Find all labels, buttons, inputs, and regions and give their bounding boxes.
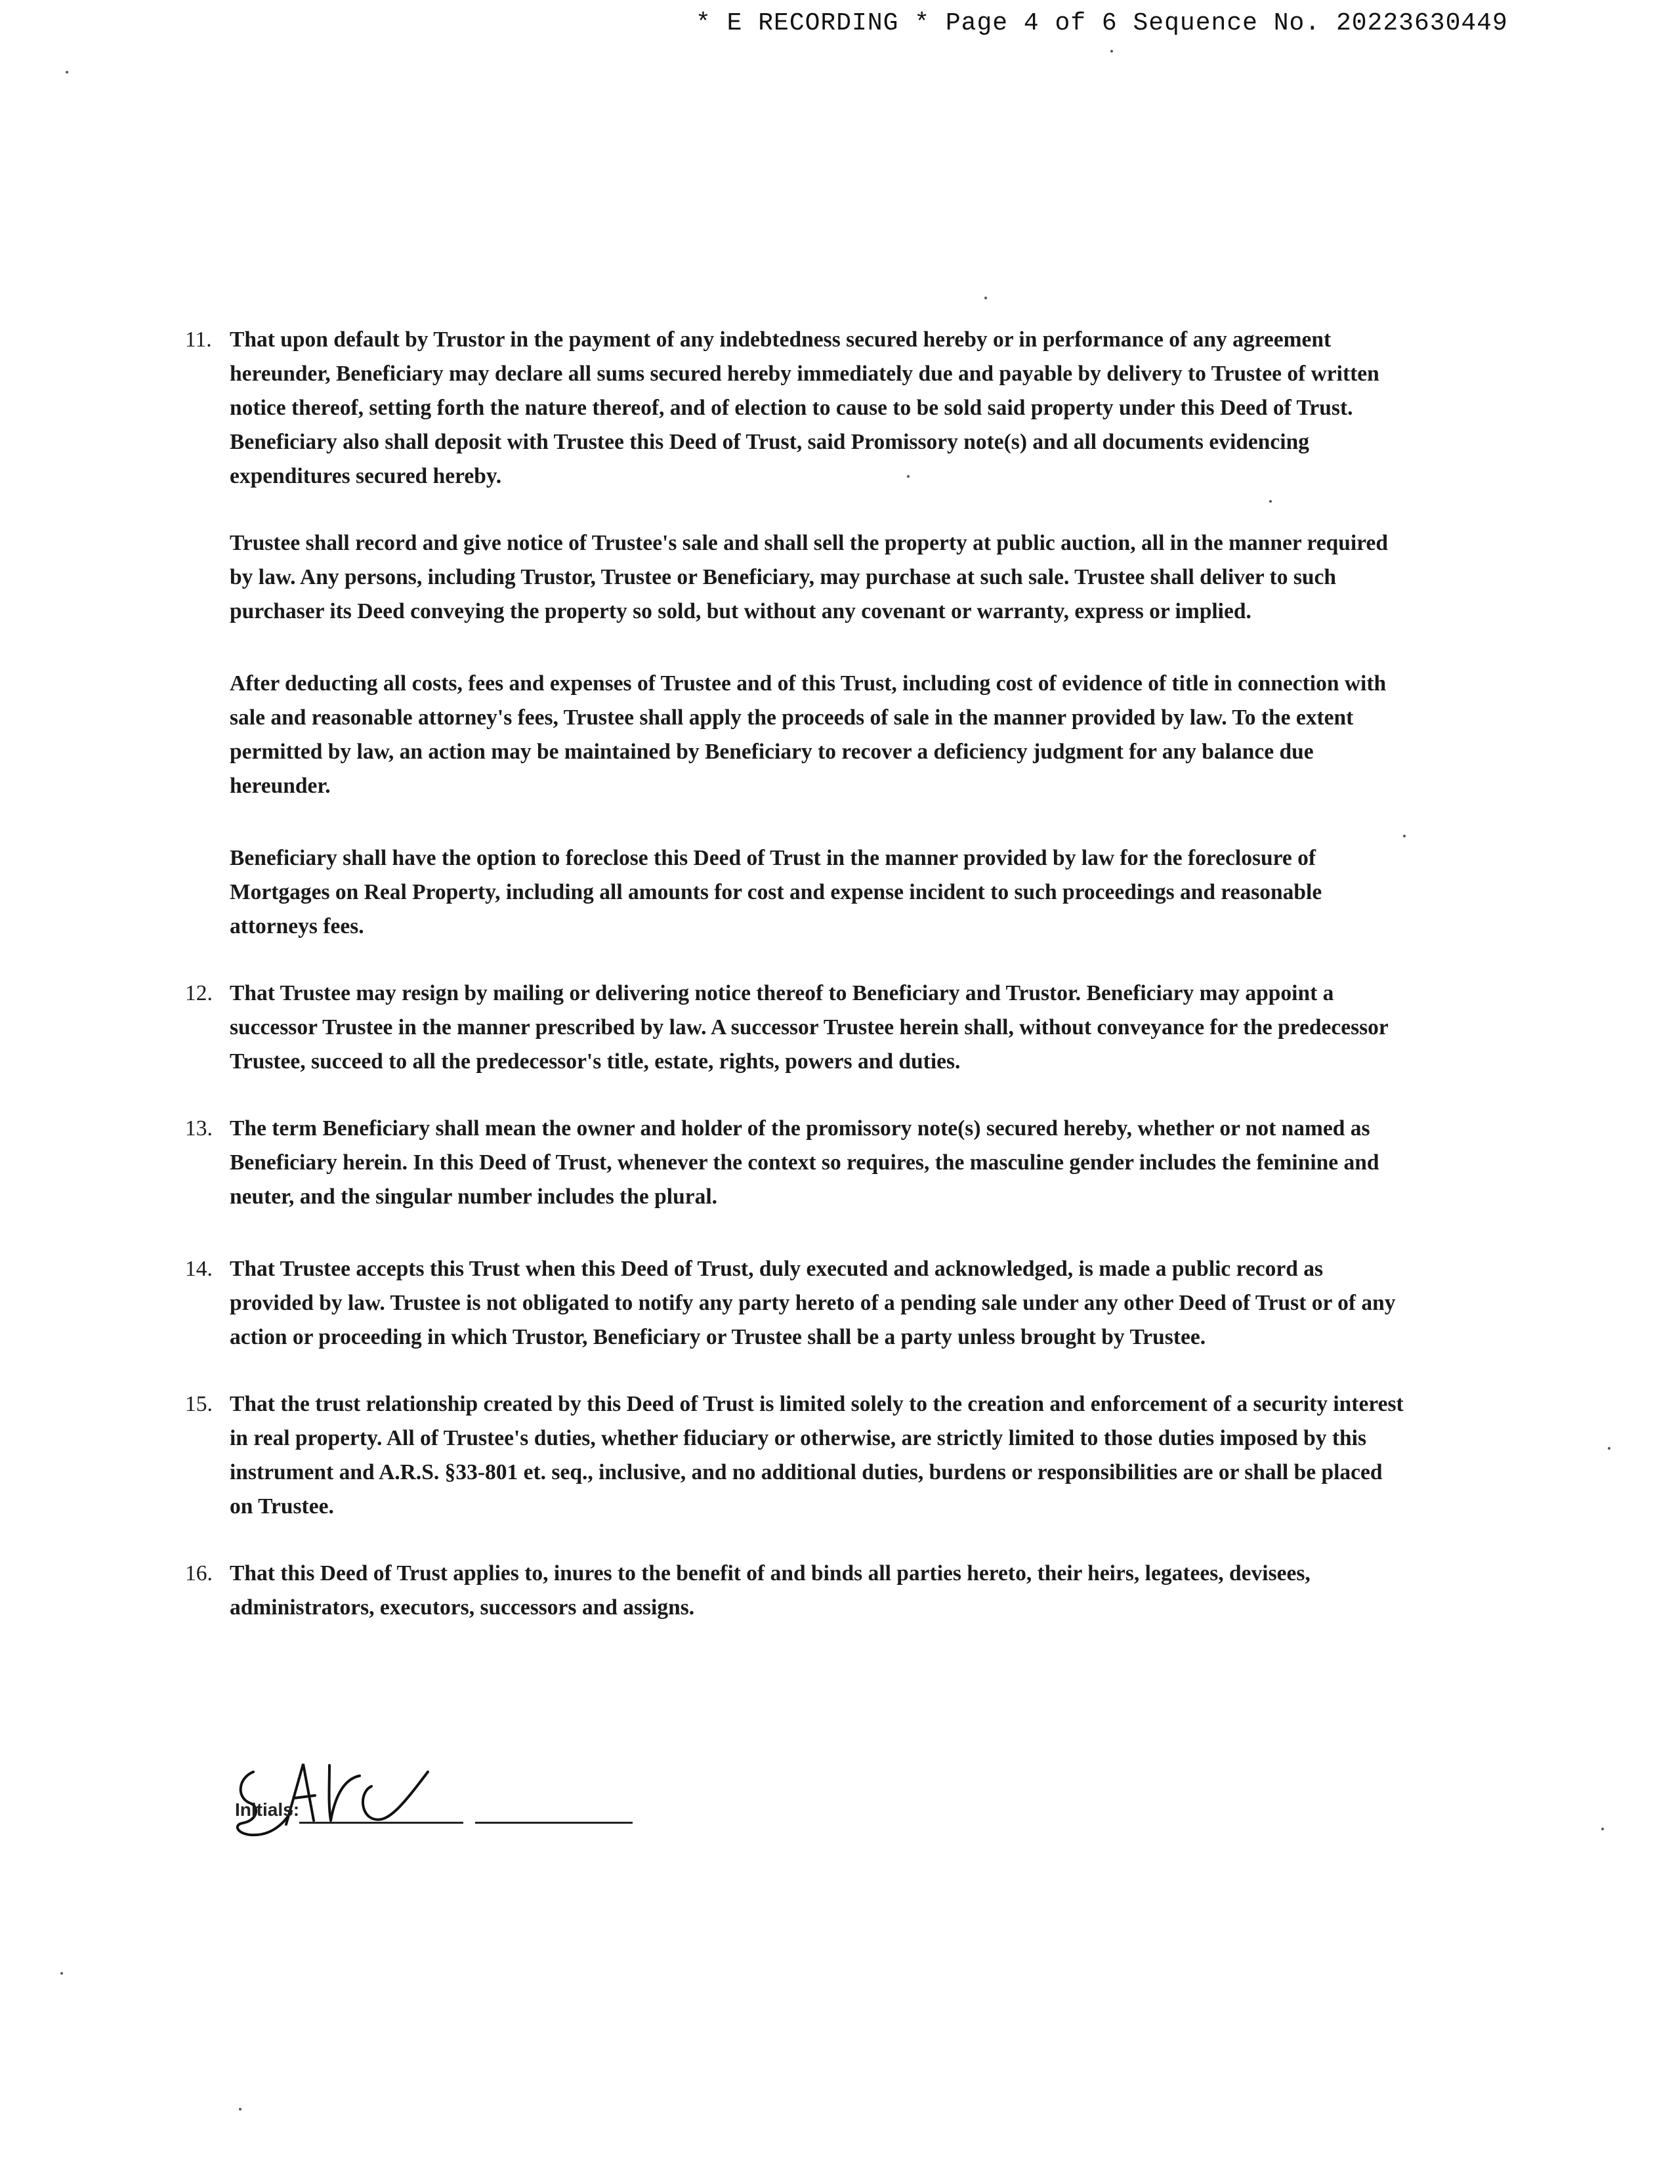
section-13 bbox=[185, 1112, 1406, 1214]
section-15 bbox=[185, 1387, 1406, 1524]
initials-block bbox=[231, 1752, 651, 1838]
scan-speck bbox=[1269, 500, 1272, 503]
scan-speck bbox=[1403, 835, 1406, 837]
scan-speck bbox=[1601, 1828, 1604, 1830]
document-body bbox=[185, 323, 1406, 1625]
section-text: That upon default by Trustor in the payment of any indebtedness secured hereby or in performance of any agreement hereunder, Beneficiary may declare all sums secured hereby immediately due and payable by delivery to Trustee of written notice thereof, setting forth the nature thereof, and of election to cause to be sold said property under this Deed of Trust. Beneficiary also shall deposit with Trustee this Deed of Trust, said Promissory note(s) and all documents evidencing expenditures secured hereby. bbox=[230, 327, 1379, 488]
scan-speck bbox=[1608, 1447, 1610, 1450]
section-text: The term Beneficiary shall mean the owner and holder of the promissory note(s) secured hereby, whether or not named as Beneficiary herein. In this Deed of Trust, whenever the context so requires, the masculine gender includes the feminine and neuter, and the singular number includes the plural. bbox=[230, 1116, 1379, 1209]
scan-speck bbox=[239, 2108, 242, 2110]
section-11-paragraph-3: After deducting all costs, fees and expenses of Trustee and of this Trust, including cost of evidence of title in connection with sale and reasonable attorney's fees, Trustee shall apply the proceeds of sale in the manner provided by law. To the extent permitted by law, an action may be maintained by Beneficiary to recover a deficiency judgment for any balance due hereunder. bbox=[230, 671, 1387, 798]
scan-speck bbox=[984, 297, 987, 299]
recording-header: * E RECORDING * Page 4 of 6 Sequence No. 20223630449 bbox=[696, 9, 1508, 37]
section-14 bbox=[185, 1252, 1406, 1354]
section-number: 15. bbox=[185, 1392, 213, 1416]
section-number: 11. bbox=[185, 327, 212, 352]
initials-line-1 bbox=[299, 1822, 463, 1824]
scan-speck bbox=[60, 1972, 63, 1975]
section-text: That the trust relationship created by this Deed of Trust is limited solely to the creation and enforcement of a security interest in real property. All of Trustee's duties, whether fiduciary or otherwise, are strictly limited to those duties imposed by this instrument and A.R.S. §33-801 et. seq., inclusive, and no additional duties, burdens or responsibilities are or shall be placed on Trustee. bbox=[230, 1392, 1404, 1519]
section-11-paragraph-4: Beneficiary shall have the option to foreclose this Deed of Trust in the manner provided by law for the foreclosure of Mortgages on Real Property, including all amounts for cost and expense incident to such proceedings and reasonable attorneys fees. bbox=[230, 846, 1322, 938]
section-number: 16. bbox=[185, 1561, 213, 1586]
signature-scribble bbox=[231, 1752, 441, 1838]
section-11 bbox=[185, 323, 1406, 494]
section-number: 13. bbox=[185, 1116, 213, 1141]
section-16 bbox=[185, 1557, 1406, 1625]
section-number: 14. bbox=[185, 1257, 213, 1281]
initials-line-2 bbox=[475, 1822, 633, 1824]
section-12 bbox=[185, 976, 1406, 1079]
scan-speck bbox=[1110, 50, 1113, 52]
section-text: That Trustee may resign by mailing or delivering notice thereof to Beneficiary and Trustor. Beneficiary may appoint a successor Trustee in the manner prescribed by law. A successor Trustee herein shall, without conveyance for the predecessor Trustee, succeed to all the predecessor's title, estate, rights, powers and duties. bbox=[230, 981, 1389, 1074]
section-text: That Trustee accepts this Trust when this Deed of Trust, duly executed and acknowledged, is made a public record as provided by law. Trustee is not obligated to notify any party hereto of a pending sale under any other Deed of Trust or of any action or proceeding in which Trustor, Beneficiary or Trustee shall be a party unless brought by Trustee. bbox=[230, 1257, 1396, 1349]
scan-speck bbox=[907, 475, 910, 478]
initials-label: Initials: bbox=[235, 1799, 300, 1820]
section-number: 12. bbox=[185, 981, 213, 1005]
section-text: That this Deed of Trust applies to, inures to the benefit of and binds all parties hereto, their heirs, legatees, devisees, administrators, executors, successors and assigns. bbox=[230, 1561, 1311, 1620]
section-11-paragraph-2: Trustee shall record and give notice of Trustee's sale and shall sell the property at public auction, all in the manner required by law. Any persons, including Trustor, Trustee or Beneficiary, may purchase at such sale. Trustee shall deliver to such purchaser its Deed conveying the property so sold, but without any covenant or warranty, express or implied. bbox=[230, 531, 1388, 623]
scan-speck bbox=[66, 71, 68, 74]
